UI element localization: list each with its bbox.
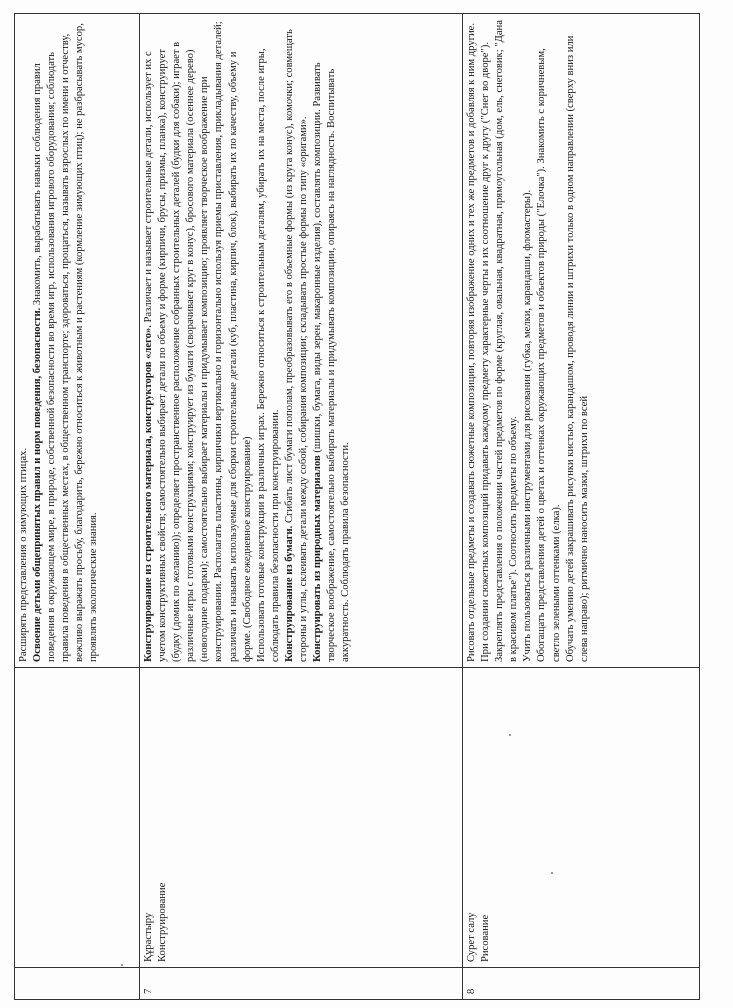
paragraph [493, 19, 521, 662]
subject-ru: Рисование [480, 914, 492, 962]
paragraph-text: Закреплять представления о положении частей предметов по форме (круглая, овальная, квадратная, прямоугольная (дом, ель, снеговик; "Дана в красивом платье"). Соотносить предметы по объему. [494, 20, 520, 662]
scan-speck [509, 734, 511, 736]
paragraph [31, 19, 101, 662]
row-number: 8 [466, 988, 477, 994]
paragraph-text: (шишки, бумага, виды зерен, макаронные изделия), составлять композиции. Развивать творческое воображение, самостоятельно выбирать материалы и придумывать композиции, опираясь на наглядность. Воспитывать аккуратность. Соблюдать правила безопасности. [312, 62, 352, 662]
subject-kz: Сурет салу [466, 912, 477, 962]
paragraph-text: Рисовать отдельные предметы и создавать сюжетные композиции, повторяя изображение одних и тех же предметов и добавляя к ним другие. При создании сюжетных композиций придавать каждому предмету характерные черты и их соотношение друг к другу ("Снег во дворе"). [466, 23, 492, 662]
scan-speck [551, 872, 553, 874]
scan-speck [121, 964, 123, 966]
paragraph-text: Использовать готовые конструкции в различных играх. Бережно относиться к строительным деталям, убирать их на места, после игры, соблюдать правила безопасности при конструировании. [255, 48, 281, 662]
table-row [463, 14, 700, 1000]
subject-kz: Құрастыру [143, 912, 154, 962]
paragraph [465, 19, 493, 662]
subject-cell [140, 668, 463, 968]
paragraph [142, 19, 255, 662]
table-row [15, 14, 140, 1000]
paragraph [535, 19, 563, 662]
row-number-cell [463, 968, 700, 1000]
row-number-cell [15, 968, 140, 1000]
curriculum-table [14, 13, 700, 1000]
paragraph [564, 19, 592, 662]
paragraph [255, 19, 283, 662]
subject-cell [15, 668, 140, 968]
content-cell [15, 14, 140, 668]
paragraph-text: Учить пользоваться различными инструментами для рисования (губка, мелки, карандаши, фломастеры). [522, 189, 534, 662]
paragraph [521, 19, 535, 662]
paragraph [311, 19, 353, 662]
paragraph [283, 19, 311, 662]
table-row [140, 14, 463, 1000]
paragraph-heading: Конструирование из строительного материала, конструкторов «лего». [143, 325, 154, 662]
paragraph-text: Расширять представления о зимующих птицах. [18, 448, 29, 662]
paragraph-text: Различает и называет строительные детали, использует их с учетом конструктивных свойств; самостоятельно выбирает детали по объему и форме (кирпичи, брусы, призмы, планка), конструирует (будку (домик по желанию)); определяет пространственное расположение собранных строительных деталей (будки для собаки); играет в различные игры с готовыми конструкциями; конструирует из бумаги (сворачивает круг в конус), бросового материала (осеннее дерево) (новогодние подарки); самостоятельно выбирает материалы и придумывает композицию; проявляет творческое воображение при конструировании. Располагать пластины, кирпичики вертикально и горизонтально используя приемы приставления, прикладывания деталей; различать и называть используемые для сборки строительные детали (куб, пластина, кирпич, блок), выбирать их по качеству, объему и форме. (Свободное ежедневное конструирование) [143, 21, 253, 662]
row-number: 7 [143, 988, 154, 994]
paragraph-text: Сгибать лист бумаги пополам, преобразовывать его в объемные формы (из круга конус), комочки; совмещать стороны и углы, склеивать детали между собой, собирания композиции; складывать простые формы по типу «оригами». [283, 29, 310, 662]
paragraph-text: Обогащать представления детей о цветах и оттенках окружающих предметов и объектов природы ("Елочка"). Знакомить с коричневым, светло зелеными оттенками (елка). [536, 48, 562, 662]
paragraph-heading: Освоение детьми общепринятых правил и норм поведения, безопасности. [32, 307, 44, 662]
paragraph-text: Обучать умению детей закрашивать рисунки кистью, карандашом, проводя линии и штрихи только в одном направлении (сверху вниз или слева направо); ритмично наносить мазки, штрихи по всей [564, 35, 590, 662]
row-number-cell [140, 968, 463, 1000]
subject-cell [463, 668, 700, 968]
paragraph-text: Знакомить, вырабатывать навыки соблюдения правил поведения в окружающем мире, в природе, собственной безопасности во время игр, использования игрового оборудования; соблюдать правила поведения в общественных местах, в общественном транспорте; здороваться, прощаться, называть взрослых по имени и отчеству, вежливо выражать просьбу, благодарить, бережно относиться к животным и растениям (кормление зимующих птиц); не разбрасывать мусор, проявлять экологические знания. [32, 23, 100, 662]
paragraph [17, 19, 31, 662]
subject-ru: Конструирование [157, 882, 169, 962]
content-cell [140, 14, 463, 668]
content-cell [463, 14, 700, 668]
paragraph-heading: Конструирование из бумаги. [283, 525, 295, 662]
paragraph-heading: Конструировать из природных материалов [312, 455, 324, 662]
